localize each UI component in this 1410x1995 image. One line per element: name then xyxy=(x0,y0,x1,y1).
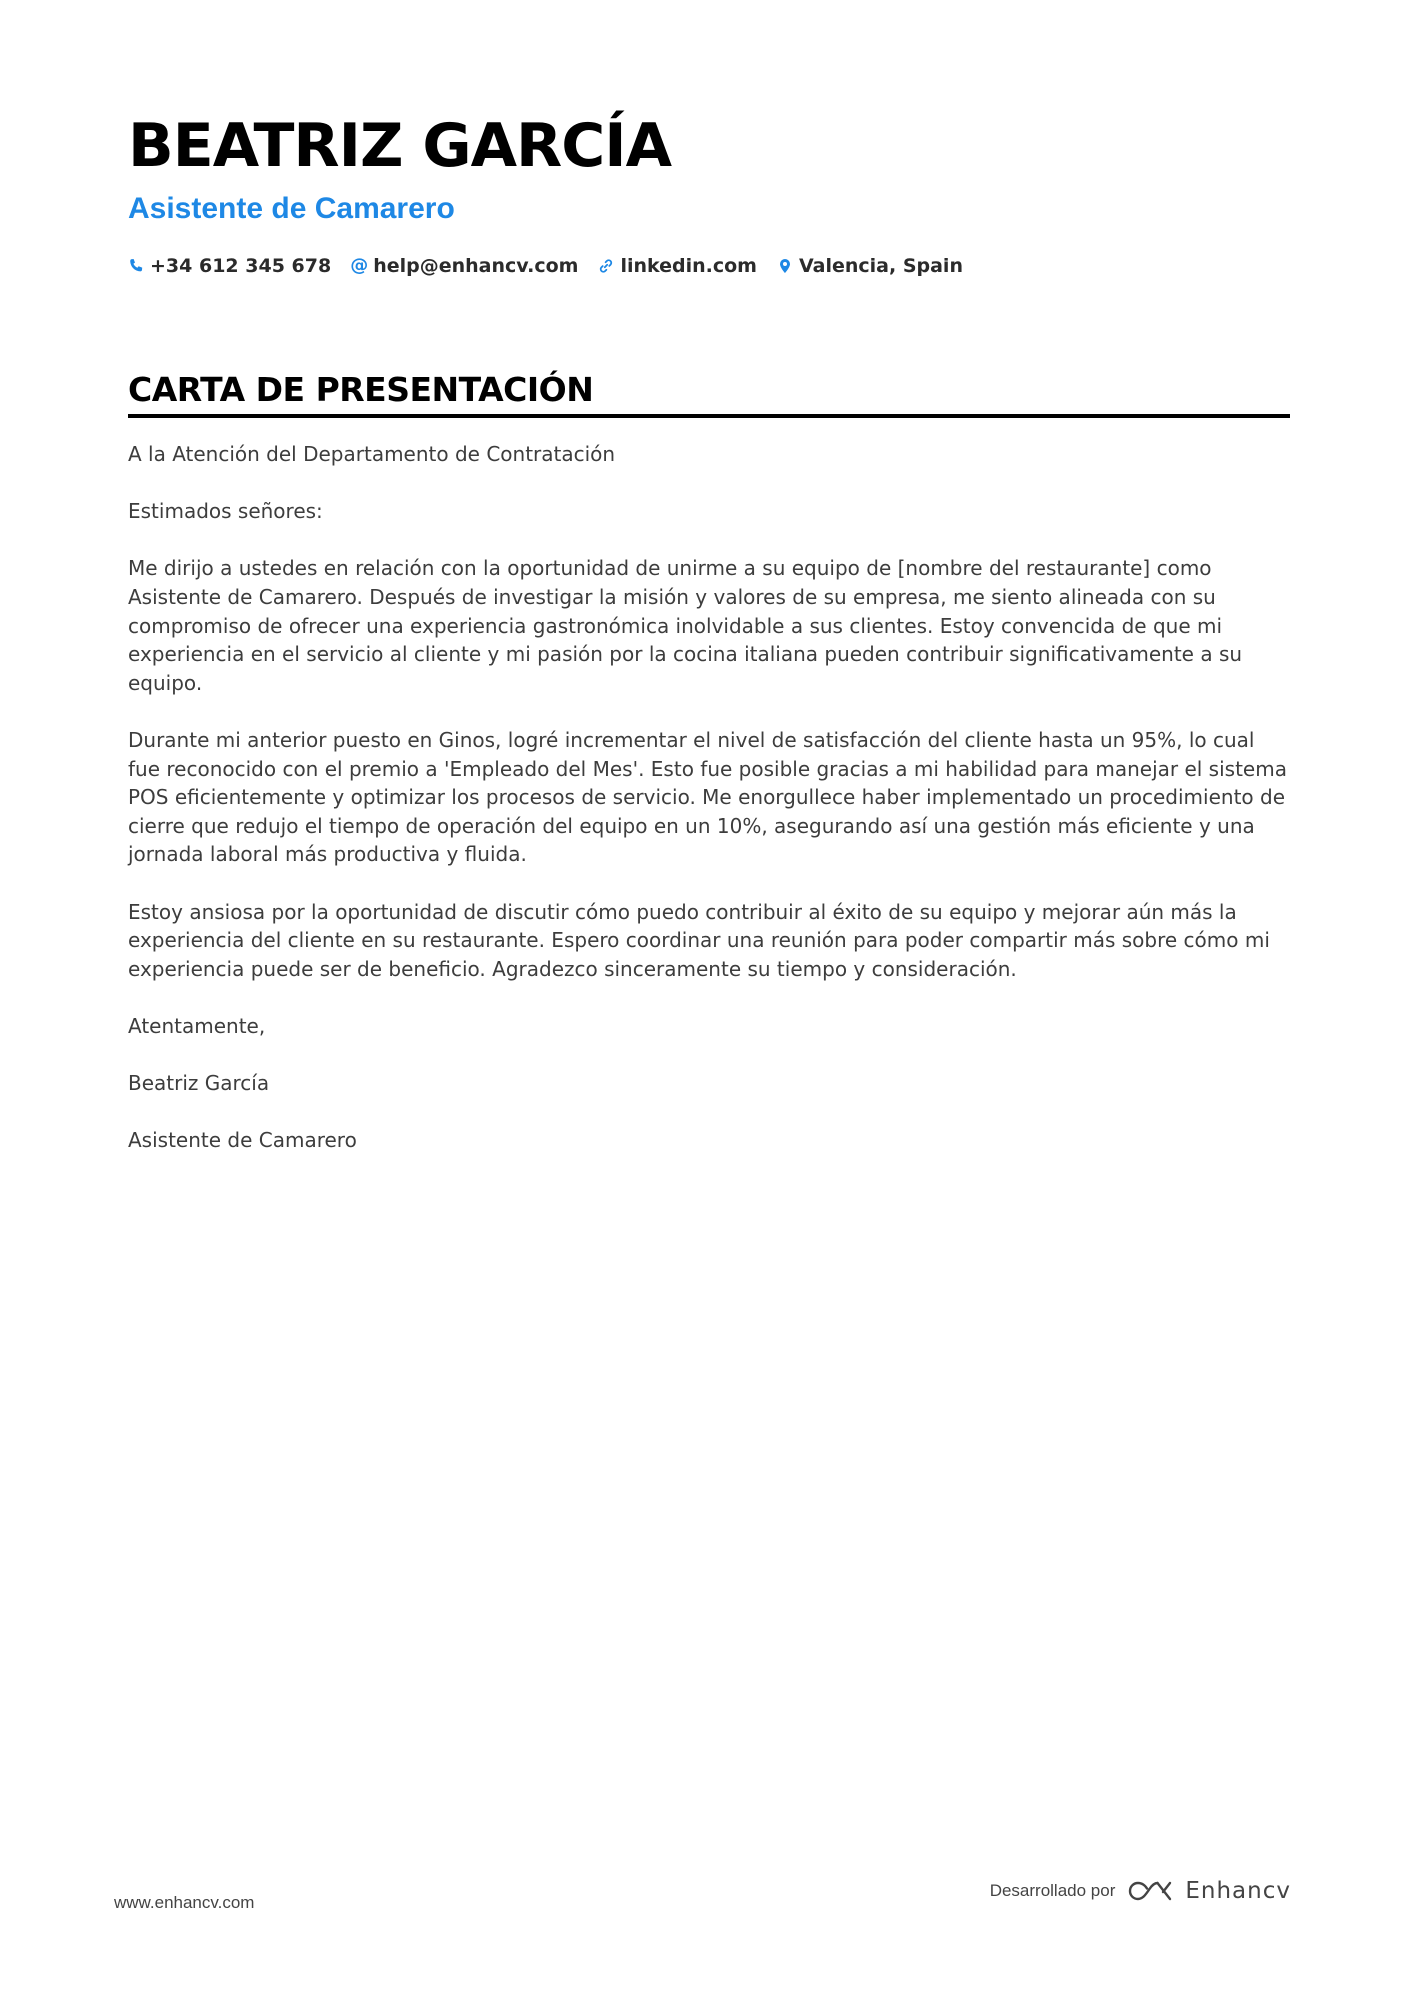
cover-letter-page xyxy=(128,110,1290,1183)
letter-greeting: Estimados señores: xyxy=(128,499,323,524)
phone-icon xyxy=(128,258,144,274)
signature-title: Asistente de Camarero xyxy=(128,1128,357,1153)
link-icon xyxy=(598,258,614,274)
powered-by-label: Desarrollado por xyxy=(989,1881,1116,1900)
letter-paragraph: Durante mi anterior puesto en Ginos, logré incrementar el nivel de satisfacción del cliente hasta un 95%, lo cual fue reconocido con el premio a 'Empleado del Mes'. Esto fue posible gracias a mi habilidad para manejar el sistema POS eficientemente y optimizar los procesos de servicio. Me enorgullece haber implementado un procedimiento de cierre que redujo el tiempo de operación del equipo en un 10%, asegurando así una gestión más eficiente y una jornada laboral más productiva y fluida. xyxy=(128,727,1287,867)
letter-paragraph: Estoy ansiosa por la oportunidad de discutir cómo puedo contribuir al éxito de su equipo y mejorar aún más la experiencia del cliente en su restaurante. Espero coordinar una reunión para poder compartir más sobre cómo mi experiencia puede ser de beneficio. Agradezco sinceramente su tiempo y consideración. xyxy=(128,899,1270,981)
footer-website[interactable]: www.enhancv.com xyxy=(114,1893,255,1912)
contact-bar xyxy=(128,254,1290,278)
footer-branding xyxy=(990,1878,1291,1904)
contact-email[interactable] xyxy=(351,254,578,278)
at-icon: @ xyxy=(350,255,369,276)
contact-email-text[interactable]: help@enhancv.com xyxy=(373,255,579,277)
section-divider xyxy=(128,414,1290,418)
contact-phone xyxy=(128,254,331,278)
letter-recipient: A la Atención del Departamento de Contratación xyxy=(128,442,616,466)
contact-linkedin-text[interactable]: linkedin.com xyxy=(620,255,757,277)
signature-name: Beatriz García xyxy=(128,1071,270,1096)
candidate-name: BEATRIZ GARCÍA xyxy=(128,111,672,181)
location-pin-icon xyxy=(777,258,793,274)
contact-location-text: Valencia, Spain xyxy=(798,255,963,277)
section-title: CARTA DE PRESENTACIÓN xyxy=(128,370,594,409)
contact-phone-text: +34 612 345 678 xyxy=(150,255,332,277)
brand-name: Enhancv xyxy=(1185,1878,1291,1904)
contact-location xyxy=(777,254,963,278)
letter-closing: Atentamente, xyxy=(128,1013,266,1038)
letter-paragraph: Me dirijo a ustedes en relación con la oportunidad de unirme a su equipo de [nombre del restaurante] como Asistente de Camarero. Después de investigar la misión y valores de su empresa, me siento alineada con su compromiso de ofrecer una experiencia gastronómica inolvidable a sus clientes. Estoy convencida de que mi experiencia en el servicio al cliente y mi pasión por la cocina italiana pueden contribuir significativamente a su equipo. xyxy=(128,556,1243,695)
enhancv-logo-icon xyxy=(1127,1879,1173,1903)
job-title: Asistente de Camarero xyxy=(128,192,455,225)
letter-body xyxy=(128,440,1290,1155)
contact-linkedin[interactable] xyxy=(598,254,757,278)
